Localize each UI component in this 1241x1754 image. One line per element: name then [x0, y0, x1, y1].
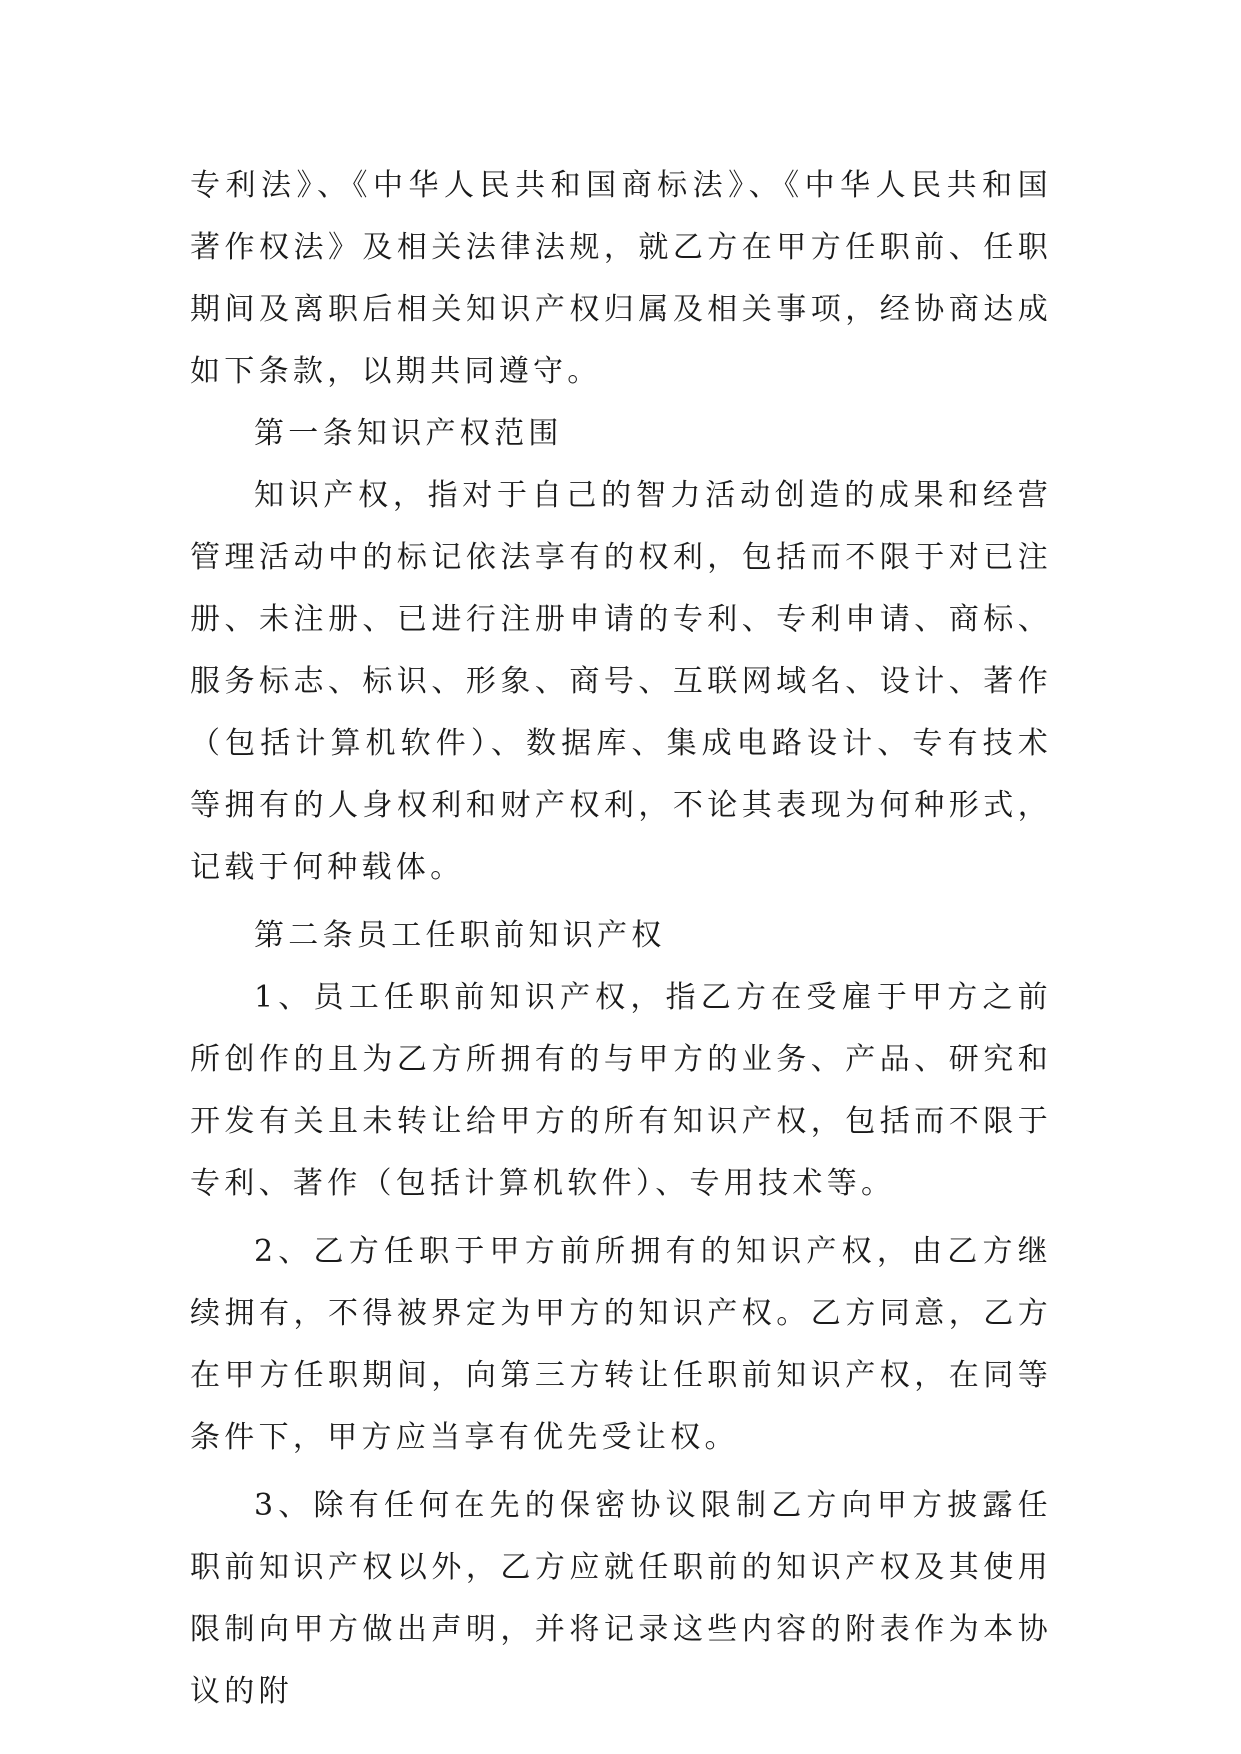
article-1-paragraph: 知识产权，指对于自己的智力活动创造的成果和经营管理活动中的标记依法享有的权利，包括而不限于对已注册、未注册、已进行注册申请的专利、专利申请、商标、服务标志、标识、形象、商号、互联网域名、设计、著作（包括计算机软件）、数据库、集成电路设计、专有技术等拥有的人身权利和财产权利，不论其表现为何种形式，记载于何种载体。 [190, 478, 1052, 885]
document-body [190, 155, 1052, 1723]
article-1-heading: 第一条知识产权范围 [254, 416, 563, 451]
article-2-clause-2: 2、乙方任职于甲方前所拥有的知识产权，由乙方继续拥有，不得被界定为甲方的知识产权。乙方同意，乙方在甲方任职期间，向第三方转让任职前知识产权，在同等条件下，甲方应当享有优先受让权。 [190, 1234, 1052, 1455]
article-2-clause-1: 1、员工任职前知识产权，指乙方在受雇于甲方之前所创作的且为乙方所拥有的与甲方的业务、产品、研究和开发有关且未转让给甲方的所有知识产权，包括而不限于专利、著作（包括计算机软件）、专用技术等。 [190, 980, 1052, 1201]
article-2-clause-3: 3、除有任何在先的保密协议限制乙方向甲方披露任职前知识产权以外，乙方应就任职前的知识产权及其使用限制向甲方做出声明，并将记录这些内容的附表作为本协议的附 [190, 1488, 1052, 1709]
paragraph-continuation: 专利法》、《中华人民共和国商标法》、《中华人民共和国著作权法》及相关法律法规，就乙方在甲方任职前、任职期间及离职后相关知识产权归属及相关事项，经协商达成如下条款，以期共同遵守。 [190, 168, 1052, 389]
article-2-heading: 第二条员工任职前知识产权 [254, 918, 666, 953]
